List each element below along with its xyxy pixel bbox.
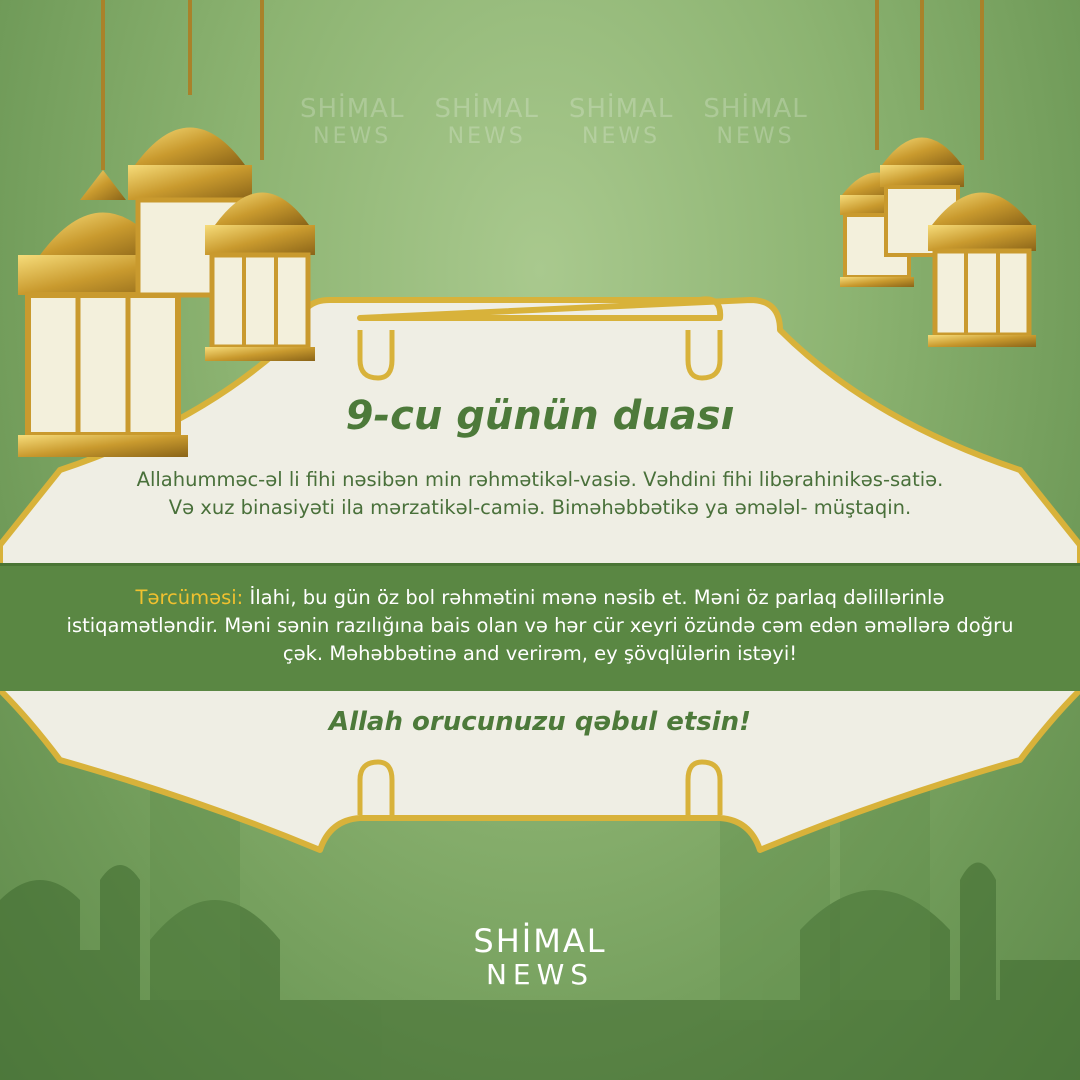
watermark-logo: SHİMAL NEWS: [568, 94, 674, 149]
watermark-logo: SHİMAL NEWS: [300, 94, 405, 149]
brand-logo: [470, 922, 610, 991]
watermark-logo: SHİMAL NEWS: [434, 94, 539, 149]
watermark-logo: SHİMAL NEWS: [703, 94, 808, 149]
translation-label: Tәrcümәsi:: [135, 586, 244, 609]
prayer-text: Allahummәc-әl li fihi nәsibәn min rәhmәtikәl-vasiә. Vәhdini fihi libәrahinikәs-satiә. Vә xuz binasiyәti ila mәrzatikәl-camiә. Bimәhәbbәtikә ya әmәlәl- müştaqin.: [136, 468, 944, 519]
closing-wish: Allah orucunuzu qәbul etsin!: [328, 707, 752, 737]
translation-text: [60, 584, 1020, 668]
logo-line-2: NEWS: [485, 958, 595, 991]
logo-line-1: SHİMAL: [473, 922, 607, 960]
card-title: 9-cu günün duası: [345, 393, 735, 439]
translation-body: İlahi, bu gün öz bol rәhmәtini mәnә nәsib et. Mәni öz parlaq dәlillәrinlә istiqamәtlәndir. Mәni sәnin razılığına bais olan vә hәr cür xeyri özündә cәm edәn әmәllәrә doğru çәk. Mәhәbbәtinә and verirәm, ey şövqlülәrin istәyi!: [66, 586, 1014, 665]
